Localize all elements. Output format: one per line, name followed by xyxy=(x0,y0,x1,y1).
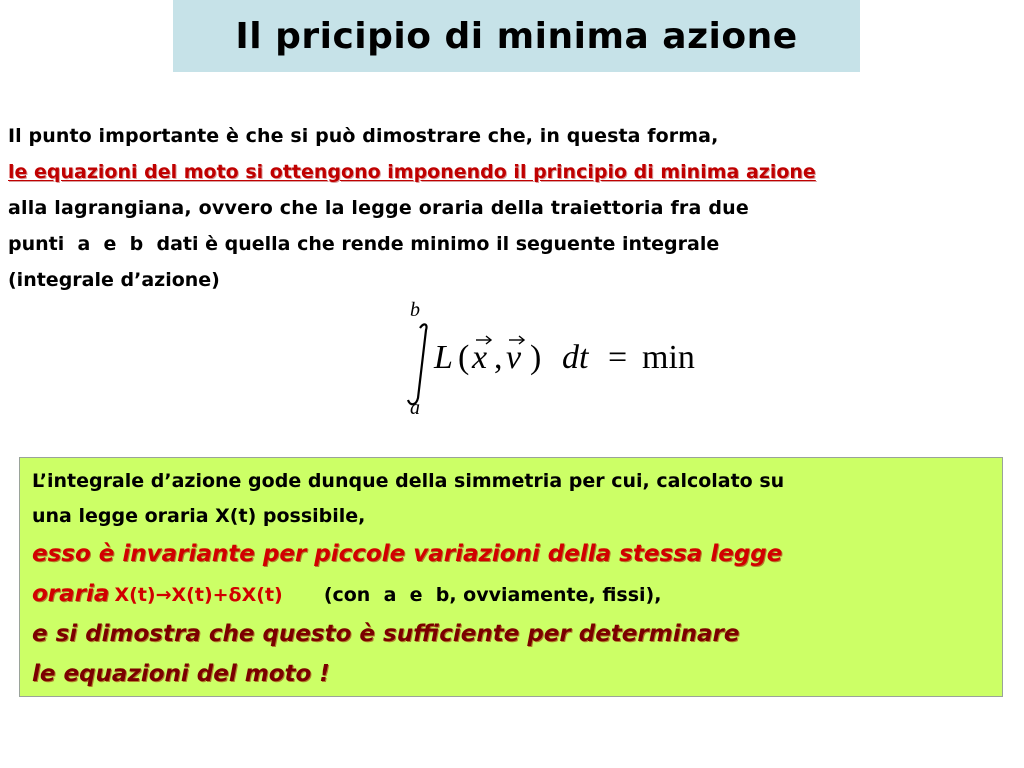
integral-sign xyxy=(408,324,427,404)
callout-line-6: le equazioni del moto ! xyxy=(32,661,330,687)
callout-line-5-row xyxy=(32,614,990,654)
lagrangian-symbol: L xyxy=(434,339,453,376)
title-banner xyxy=(173,0,860,72)
callout-line-2: una legge oraria X(t) possibile, xyxy=(32,505,366,527)
callout-line-3: esso è invariante per piccole variazioni della stessa legge xyxy=(32,541,783,567)
upper-limit: b xyxy=(410,299,420,321)
callout-note: (con a e b, ovviamente, fissi), xyxy=(323,584,662,606)
close-paren: ) xyxy=(530,339,542,376)
intro-line-2-highlight: le equazioni del moto si ottengono imponendo il principio di minima azione xyxy=(8,161,816,183)
action-integral-formula xyxy=(396,294,726,424)
symmetry-callout-box xyxy=(19,457,1003,697)
callout-line-6-row xyxy=(32,654,990,694)
callout-line-4-oraria: oraria xyxy=(32,581,110,607)
lower-limit: a xyxy=(410,397,420,419)
open-paren: ( xyxy=(458,339,470,376)
formula-svg xyxy=(396,294,726,424)
callout-line-5: e si dimostra che questo è sufficiente per determinare xyxy=(32,621,740,647)
intro-line-1: Il punto importante è che si può dimostrare che, in questa forma, xyxy=(8,125,719,147)
equals-sign: = xyxy=(608,339,628,376)
differential-dt: dt xyxy=(562,339,589,376)
position-vector: x xyxy=(472,339,488,376)
min-operator: min xyxy=(642,339,695,376)
intro-line-3: alla lagrangiana, ovvero che la legge oraria della traiettoria fra due xyxy=(8,197,749,219)
callout-line-3-row xyxy=(32,534,990,574)
callout-line-1: L’integrale d’azione gode dunque della simmetria per cui, calcolato su xyxy=(32,470,785,492)
comma: , xyxy=(494,339,503,376)
callout-transform: X(t)→X(t)+δX(t) xyxy=(114,584,283,606)
intro-line-5: (integrale d’azione) xyxy=(8,269,220,291)
intro-paragraph xyxy=(8,118,1018,298)
slide-title: Il pricipio di minima azione xyxy=(235,15,798,57)
velocity-vector: v xyxy=(506,339,522,376)
intro-line-4: punti a e b dati è quella che rende minimo il seguente integrale xyxy=(8,233,720,255)
callout-line-4-row xyxy=(32,574,990,614)
callout-content xyxy=(32,464,990,694)
